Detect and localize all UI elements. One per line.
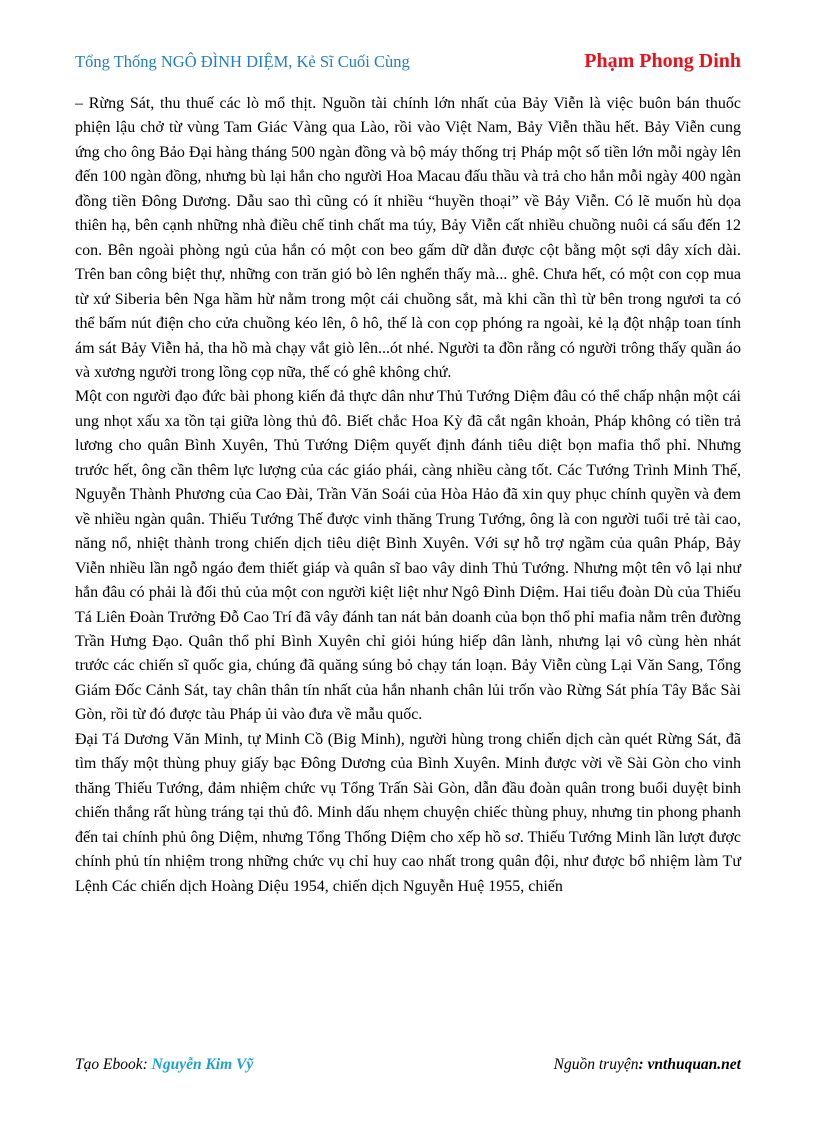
paragraph: Đại Tá Dương Văn Minh, tự Minh Cồ (Big Minh), người hùng trong chiến dịch càn quét Rừng Sát, đã tìm thấy một thùng phuy giấy bạc Đông Dương của Bình Xuyên. Minh được vời về Sài Gòn cho vinh thăng Thiếu Tướng, đảm nhiệm chức vụ Tổng Trấn Sài Gòn, dẫn đầu đoàn quân trong buổi duyệt binh chiến thắng rất hùng tráng tại thủ đô. Minh dấu nhẹm chuyện chiếc thùng phuy, nhưng tin phong phanh đến tai chính phủ ông Diệm, nhưng Tổng Thống Diệm cho xếp hồ sơ. Thiếu Tướng Minh lần lượt được chính phủ tín nhiệm trong những chức vụ chỉ huy cao nhất trong quân đội, như được bổ nhiệm làm Tư Lệnh Các chiến dịch Hoàng Diệu 1954, chiến dịch Nguyễn Huệ 1955, chiến (75, 730, 741, 895)
paragraph: Một con người đạo đức bài phong kiến đả thực dân như Thủ Tướng Diệm đâu có thể chấp nhận một cái ung nhọt xấu xa tồn tại giữa lòng thủ đô. Biết chắc Hoa Kỳ đã cắt ngân khoản, Pháp không có tiền trả lương cho quân Bình Xuyên, Thủ Tướng Diệm quyết định đánh tiêu diệt bọn mafia thổ phỉ. Nhưng trước hết, ông cần thêm lực lượng của các giáo phái, càng nhiều càng tốt. Các Tướng Trình Minh Thế, Nguyễn Thành Phương của Cao Đài, Trần Văn Soái của Hòa Hảo đã xin quy phục chính quyền và đem về nhiều ngàn quân. Thiếu Tướng Thế được vinh thăng Trung Tướng, ông là con người tuổi trẻ tài cao, năng nổ, nhiệt thành trong chiến dịch tiêu diệt Bình Xuyên. Với sự hỗ trợ ngầm của quân Pháp, Bảy Viễn nhiều lần ngỗ ngáo đem thiết giáp và quân sĩ bao vây dinh Thủ Tướng. Nhưng một tên vô lại như hắn đâu có phải là đối thủ của một con người kiệt liệt như Ngô Đình Diệm. Hai tiểu đoàn Dù của Thiếu Tá Liên Đoàn Trưởng Đỗ Cao Trí đã vây đánh tan nát bản doanh của bọn thổ phỉ mafia nằm trên đường Trần Hưng Đạo. Quân thổ phỉ Bình Xuyên chỉ giỏi húng hiếp dân lành, nhưng lại vô cùng hèn nhát trước các chiến sĩ quốc gia, chúng đã quăng súng bỏ chạy tán loạn. Bảy Viễn cùng Lại Văn Sang, Tổng Giám Đốc Cảnh Sát, tay chân thân tín nhất của hắn nhanh chân lủi trốn vào Rừng Sát phía Tây Bắc Sài Gòn, rồi từ đó được tàu Pháp ủi vào đưa về mẫu quốc. (75, 388, 741, 724)
document-body (75, 92, 741, 899)
paragraph: – Rừng Sát, thu thuế các lò mổ thịt. Nguồn tài chính lớn nhất của Bảy Viễn là việc buôn bán thuốc phiện lậu chở từ vùng Tam Giác Vàng qua Lào, rồi vào Việt Nam, Bảy Viễn thầu hết. Bảy Viễn cung ứng cho ông Bảo Đại hàng tháng 500 ngàn đồng và bộ máy thống trị Pháp một số tiền lớn mỗi ngày lên đến 100 ngàn đồng, nhưng bù lại hắn cho người Hoa Macau đấu thầu và trả cho hắn mỗi ngày 400 ngàn đồng tiền Đông Dương. Dẫu sao thì cũng có ít nhiều “huyền thoại” về Bảy Viễn. Có lẽ muốn hù dọa thiên hạ, bên cạnh những nhà điều chế tinh chất ma túy, Bảy Viễn cất nhiều chuồng nuôi cá sấu đến 12 con. Bên ngoài phòng ngủ của hắn có một con beo gấm dữ dằn được cột bằng một sợi dây xích dài. Trên ban công biệt thự, những con trăn gió bò lên nghển thấy mà... ghê. Chưa hết, có một con cọp mua từ xứ Siberia bên Nga hầm hừ nằm trong một cái chuồng sắt, mà khi cần thì từ bên trong ngươi ta có thể bấm nút điện cho cửa chuồng kéo lên, ô hô, thế là con cọp phóng ra ngoài, kẻ lạ đột nhập toan tính ám sát Bảy Viễn hả, tha hồ mà chạy vắt giò lên...ót nhé. Người ta đồn rằng có người trông thấy quần áo và xương người trong lồng cọp nữa, thế có ghê không chứ. (75, 95, 741, 381)
book-title: Tổng Thống NGÔ ĐÌNH DIỆM, Kẻ Sĩ Cuối Cùng (75, 52, 410, 71)
source-label: Nguồn truyện (553, 1056, 639, 1073)
source-credit: Nguồn truyện: vnthuquan.net (553, 1056, 741, 1073)
ebook-label: Tạo Ebook (75, 1056, 143, 1073)
page-header (75, 50, 741, 76)
source-site: vnthuquan.net (647, 1056, 741, 1073)
ebook-creator: Nguyễn Kim Vỹ (151, 1056, 254, 1073)
author-name: Phạm Phong Dinh (584, 50, 741, 72)
ebook-credit: Tạo Ebook: Nguyễn Kim Vỹ (75, 1056, 254, 1073)
page-footer (75, 1056, 741, 1078)
